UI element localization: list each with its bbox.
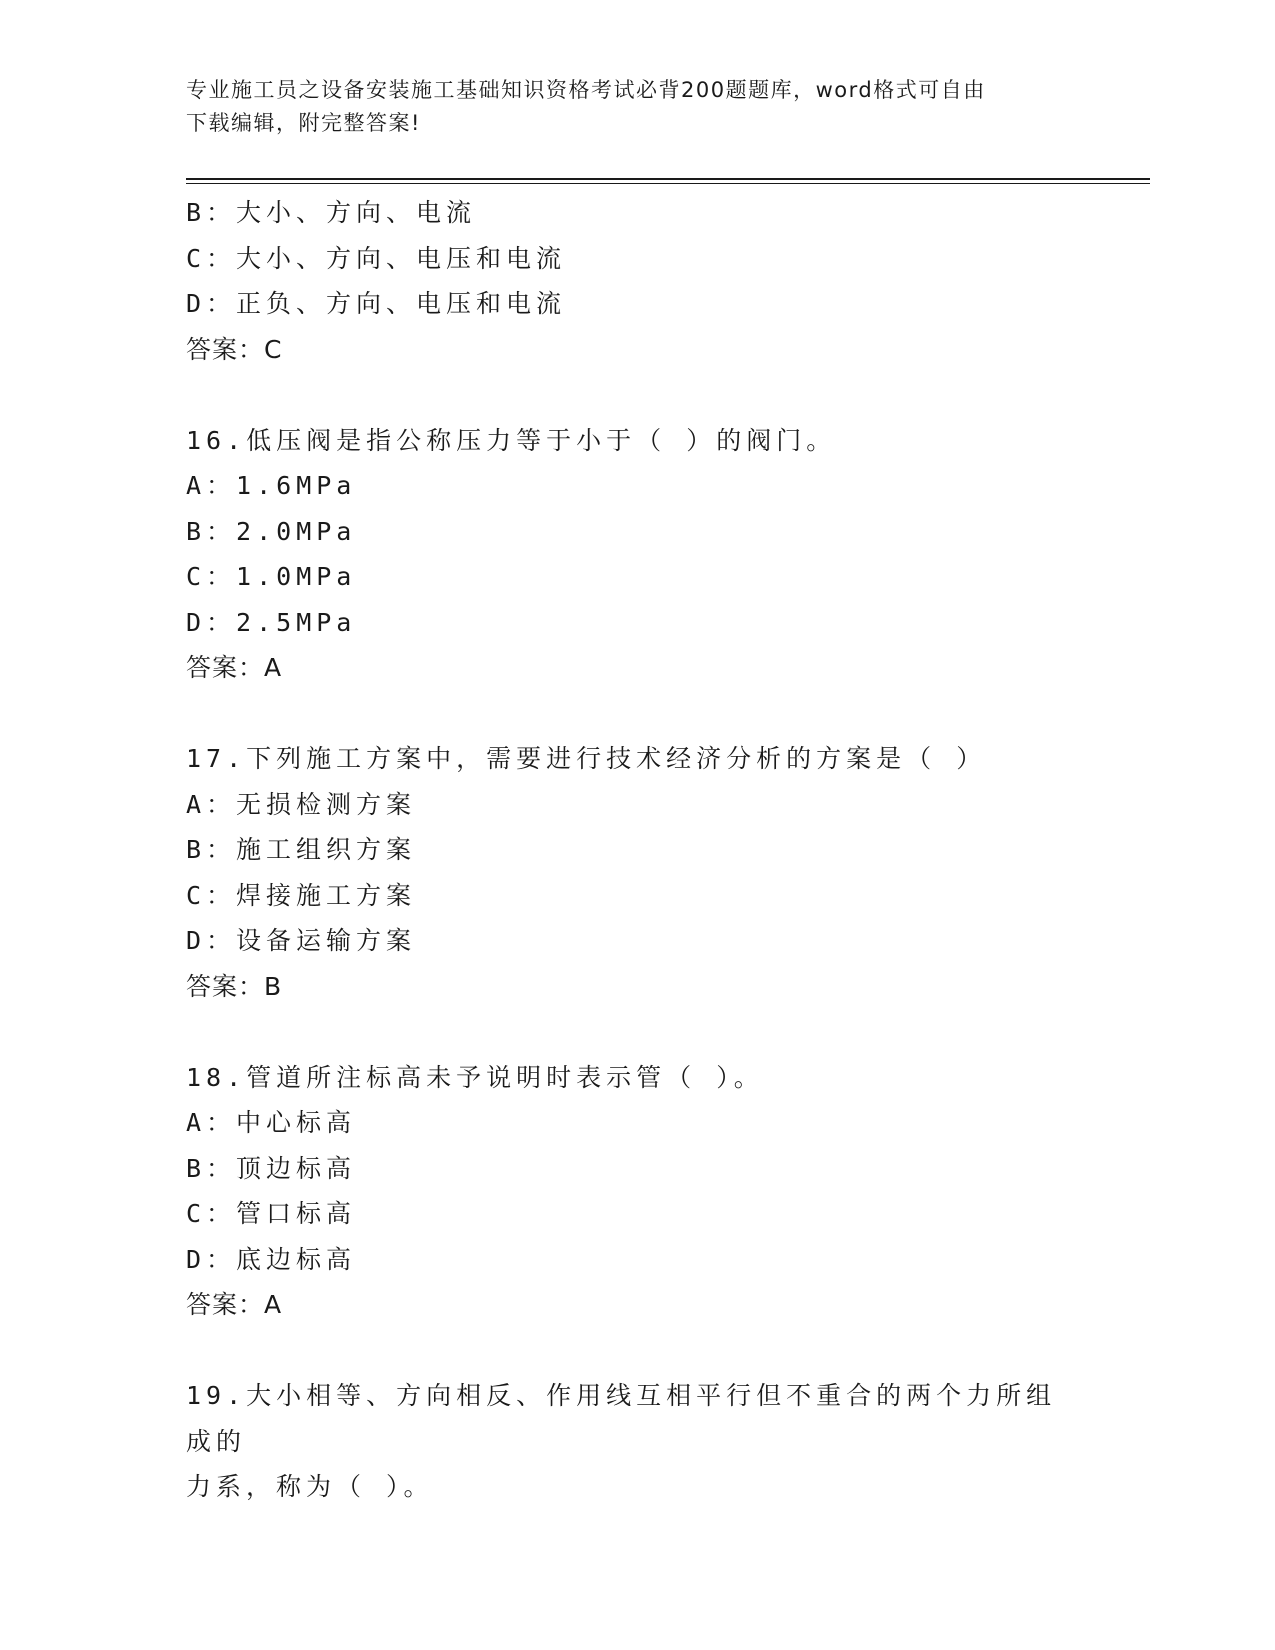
- header-line-1: 专业施工员之设备安装施工基础知识资格考试必背200题题库，word格式可自由: [186, 78, 986, 102]
- option-d: D：底边标高: [186, 1244, 357, 1274]
- option-b: B：2.0MPa: [186, 516, 357, 546]
- option-a: A：1.6MPa: [186, 471, 357, 500]
- option-b: B：大小、方向、电流: [186, 198, 477, 227]
- document-header: [186, 74, 1066, 140]
- option-a: A：无损检测方案: [186, 789, 417, 819]
- option-b: B：顶边标高: [186, 1153, 357, 1183]
- header-line-2: 下载编辑，附完整答案!: [186, 111, 421, 135]
- option-d: D：正负、方向、电压和电流: [186, 289, 567, 318]
- spacer: [186, 372, 1086, 418]
- question-18: [186, 1055, 1086, 1328]
- question-15: [186, 190, 1086, 372]
- option-d: D：设备运输方案: [186, 926, 417, 955]
- question-16: [186, 418, 1086, 691]
- answer: 答案：A: [186, 653, 283, 682]
- option-c: C：1.0MPa: [186, 562, 357, 591]
- question-text: 17.下列施工方案中，需要进行技术经济分析的方案是（ ）: [186, 744, 987, 773]
- header-divider-thick: [186, 178, 1150, 180]
- question-text-line-1: 19.大小相等、方向相反、作用线互相平行但不重合的两个力所组成的: [186, 1381, 1057, 1456]
- option-b: B：施工组织方案: [186, 835, 417, 864]
- answer: 答案：B: [186, 971, 283, 1001]
- question-list: [186, 190, 1086, 1510]
- spacer: [186, 1009, 1086, 1055]
- option-c: C：管口标高: [186, 1199, 357, 1228]
- header-divider-thin: [186, 183, 1150, 184]
- question-19: [186, 1373, 1086, 1510]
- option-c: C：大小、方向、电压和电流: [186, 243, 567, 273]
- option-a: A：中心标高: [186, 1108, 357, 1137]
- question-text-line-2: 力系，称为（ ）。: [186, 1472, 434, 1501]
- answer: 答案：C: [186, 334, 283, 364]
- question-text: 16.低压阀是指公称压力等于小于（ ）的阀门。: [186, 425, 837, 455]
- spacer: [186, 691, 1086, 737]
- option-d: D：2.5MPa: [186, 607, 357, 637]
- answer: 答案：A: [186, 1290, 283, 1319]
- question-17: [186, 736, 1086, 1009]
- spacer: [186, 1328, 1086, 1374]
- question-text: 18.管道所注标高未予说明时表示管（ ）。: [186, 1062, 764, 1092]
- option-c: C：焊接施工方案: [186, 880, 417, 910]
